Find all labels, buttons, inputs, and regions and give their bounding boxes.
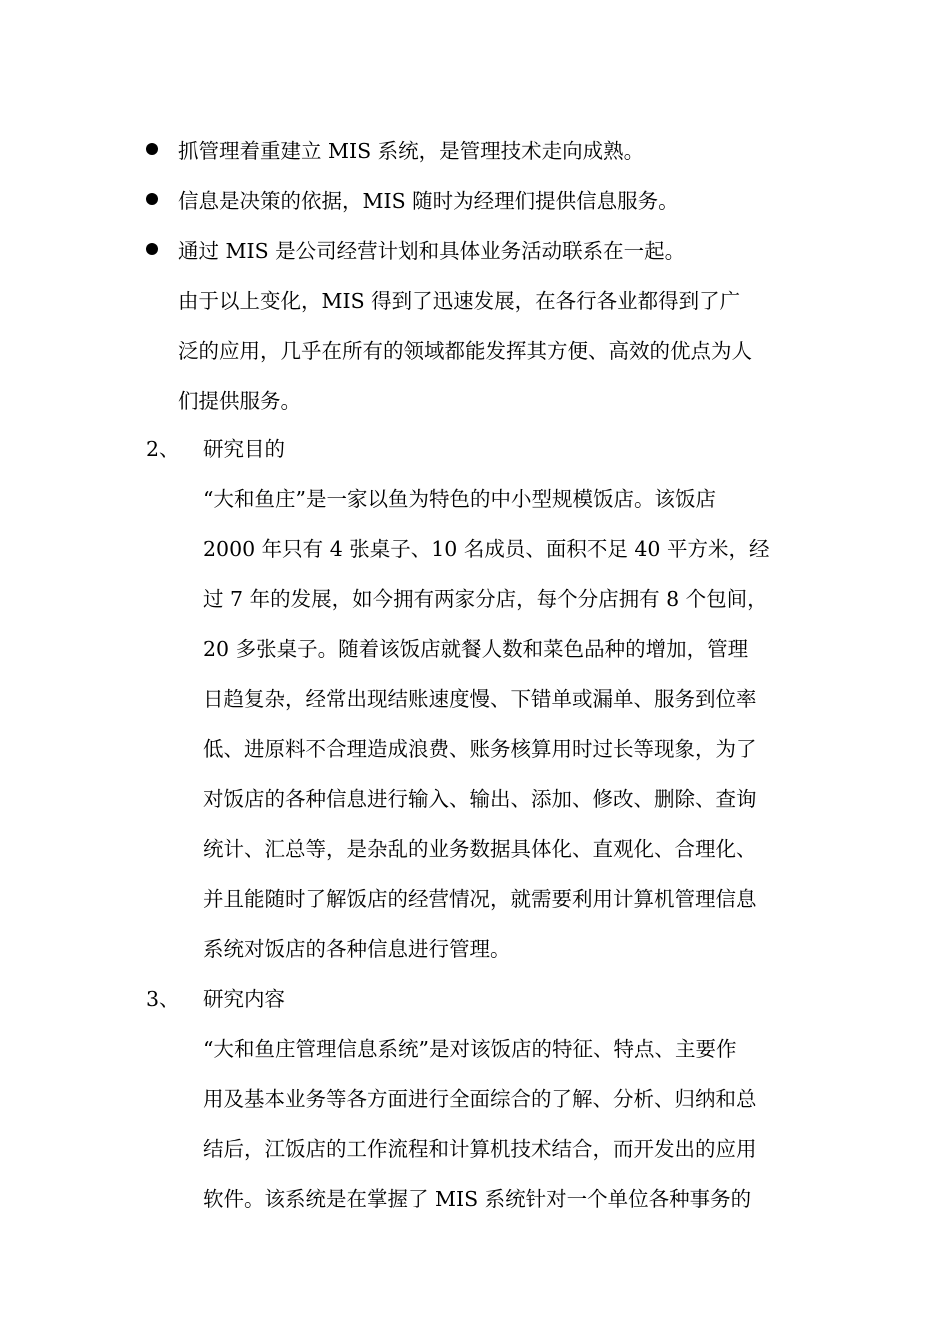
paragraph-line: 对饭店的各种信息进行输入、输出、添加、修改、删除、查询: [203, 787, 757, 811]
paragraph-line: 20 多张桌子。随着该饭店就餐人数和菜色品种的增加，管理: [203, 637, 749, 661]
bullet-dot-icon: [146, 193, 158, 205]
paragraph-line: 泛的应用，几乎在所有的领域都能发挥其方便、高效的优点为人: [178, 339, 752, 363]
bullet-text: 抓管理着重建立 MIS 系统，是管理技术走向成熟。: [178, 139, 645, 163]
bullet-dot-icon: [146, 243, 158, 255]
section-heading: 研究目的: [203, 437, 285, 461]
section-number: 2、: [146, 437, 180, 461]
paragraph-line: “大和鱼庄”是一家以鱼为特色的中小型规模饭店。该饭店: [203, 487, 716, 511]
paragraph-line: 软件。该系统是在掌握了 MIS 系统针对一个单位各种事务的: [203, 1187, 752, 1211]
paragraph-line: 用及基本业务等各方面进行全面综合的了解、分析、归纳和总: [203, 1087, 757, 1111]
paragraph-line: 2000 年只有 4 张桌子、10 名成员、面积不足 40 平方米，经: [203, 537, 770, 561]
bullet-dot-icon: [146, 143, 158, 155]
bullet-text: 信息是决策的依据，MIS 随时为经理们提供信息服务。: [178, 189, 679, 213]
paragraph-line: 统计、汇总等，是杂乱的业务数据具体化、直观化、合理化、: [203, 837, 757, 861]
section-heading: 研究内容: [203, 987, 285, 1011]
paragraph-line: 们提供服务。: [178, 389, 301, 413]
bullet-text: 通过 MIS 是公司经营计划和具体业务活动联系在一起。: [178, 239, 686, 263]
paragraph-line: 过 7 年的发展，如今拥有两家分店，每个分店拥有 8 个包间，: [203, 587, 768, 611]
paragraph-line: 日趋复杂，经常出现结账速度慢、下错单或漏单、服务到位率: [203, 687, 757, 711]
paragraph-line: 由于以上变化，MIS 得到了迅速发展，在各行各业都得到了广: [178, 289, 741, 313]
paragraph-line: 低、进原料不合理造成浪费、账务核算用时过长等现象，为了: [203, 737, 757, 761]
paragraph-line: 并且能随时了解饭店的经营情况，就需要利用计算机管理信息: [203, 887, 757, 911]
paragraph-line: “大和鱼庄管理信息系统”是对该饭店的特征、特点、主要作: [203, 1037, 737, 1061]
section-number: 3、: [146, 987, 180, 1011]
paragraph-line: 系统对饭店的各种信息进行管理。: [203, 937, 511, 961]
paragraph-line: 结后，江饭店的工作流程和计算机技术结合，而开发出的应用: [203, 1137, 757, 1161]
